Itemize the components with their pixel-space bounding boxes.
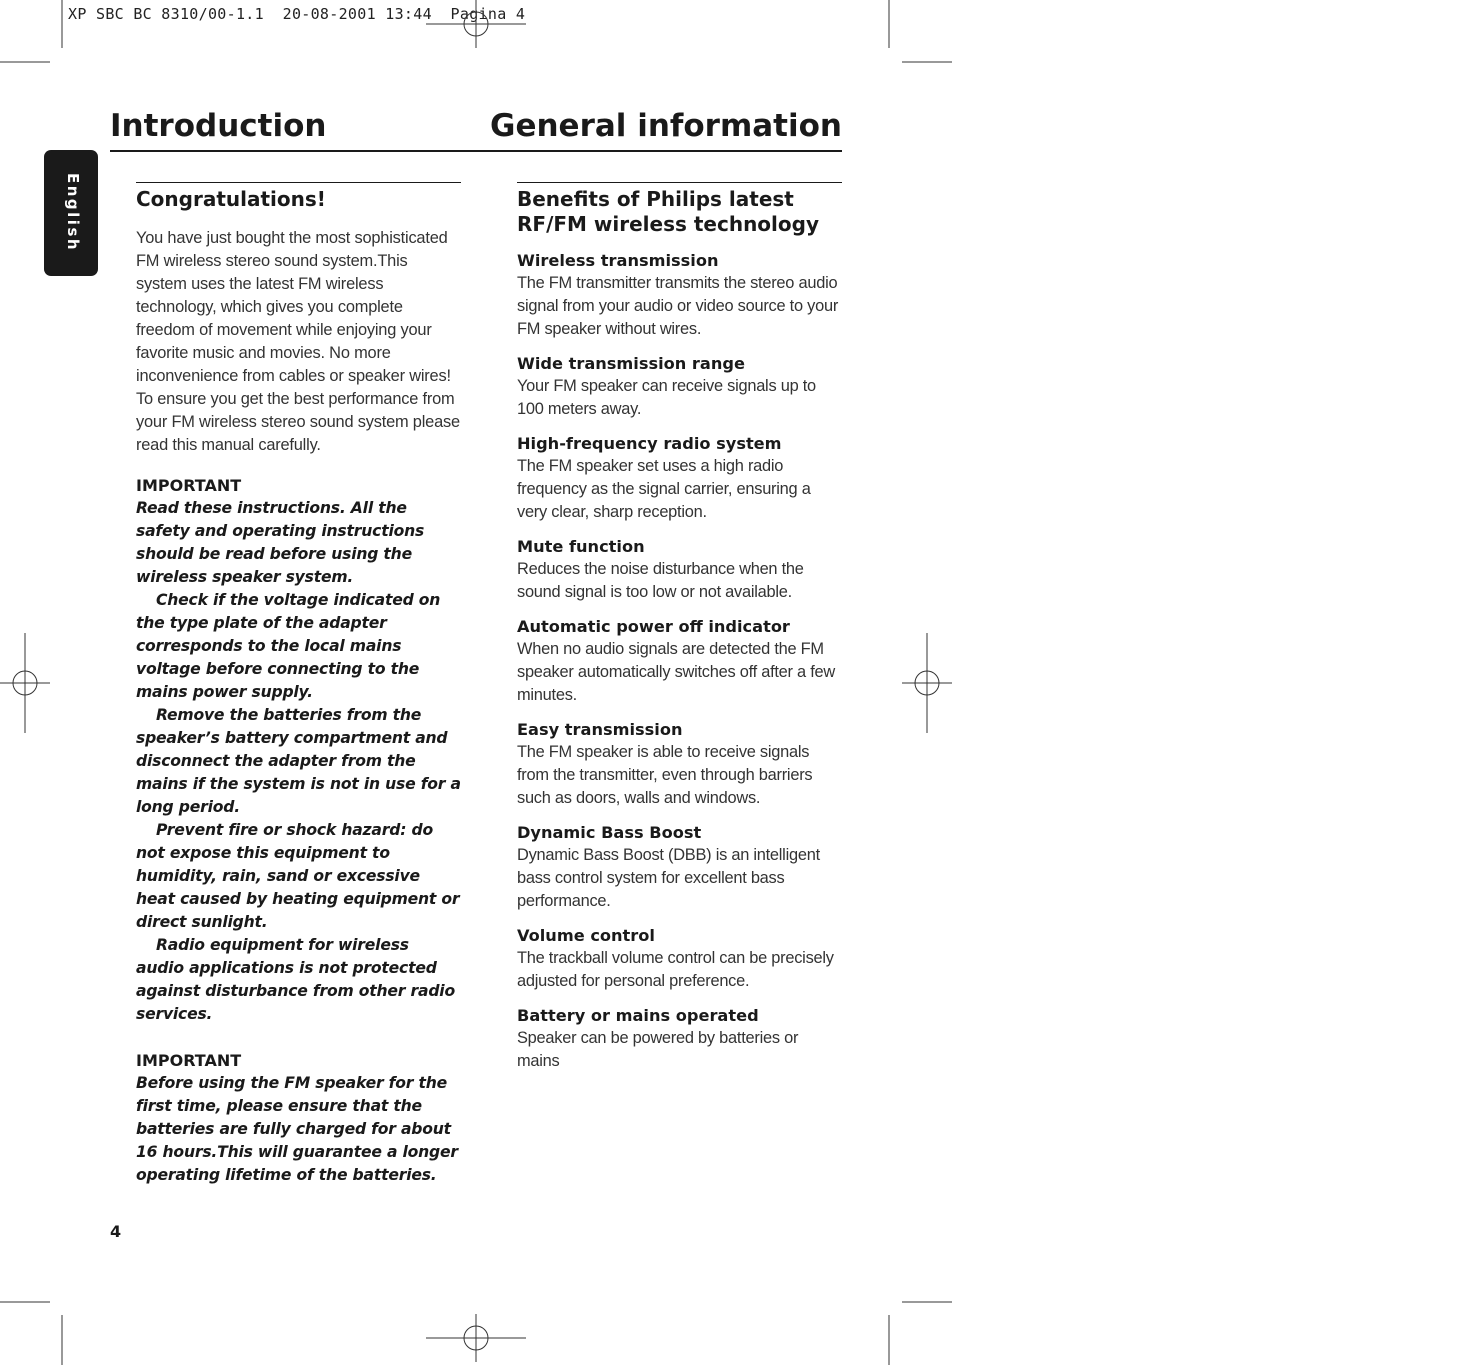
important-paragraph: Prevent fire or shock hazard: do not expose this equipment to humidity, rain, sand or excessive heat caused by heating equipment or direct sunlight. [136,821,460,931]
feature-text: Dynamic Bass Boost (DBB) is an intelligent bass control system for excellent bass performance. [517,846,820,910]
registration-mark-top [426,0,526,48]
feature-text: The FM transmitter transmits the stereo audio signal from your audio or video source to your FM speaker without wires. [517,274,839,338]
benefits-heading [517,187,842,237]
feature-list [517,249,842,1073]
page-number: 4 [110,1222,122,1241]
benefits-heading-line1: Benefits of Philips latest [517,187,794,211]
feature-item [517,615,842,707]
feature-title: Mute function [517,537,645,556]
feature-title: Wide transmission range [517,354,745,373]
feature-title: Battery or mains operated [517,1006,759,1025]
right-column [517,182,842,1084]
header-title-left: Introduction [110,108,327,144]
feature-text: Your FM speaker can receive signals up to 100 meters away. [517,377,816,418]
feature-title: Wireless transmission [517,251,719,270]
benefits-heading-line2: RF/FM wireless technology [517,212,819,236]
important-battery-paragraph: Before using the FM speaker for the first time, please ensure that the batteries are fully charged for about 16 hours.This will guarantee a longer operating lifetime of the batteries. [136,1074,458,1184]
feature-text: When no audio signals are detected the FM speaker automatically switches off after a few minutes. [517,640,835,704]
registration-mark-right [902,633,952,733]
feature-text: The FM speaker is able to receive signals from the transmitter, even through barriers such as doors, walls and windows. [517,743,813,807]
important-paragraph: Read these instructions. All the safety and operating instructions should be read before using the wireless speaker system. [136,499,425,586]
left-column [136,182,461,1187]
feature-title: Volume control [517,926,655,945]
header-title-right: General information [490,108,842,144]
important-title: IMPORTANT [136,476,242,495]
congratulations-heading: Congratulations! [136,187,326,211]
important-paragraph: Check if the voltage indicated on the type plate of the adapter corresponds to the local mains voltage before connecting to the mains power supply. [136,591,441,701]
important-paragraph: Remove the batteries from the speaker’s battery compartment and disconnect the adapter from the mains if the system is not in use for a long period. [136,706,461,816]
language-tab [44,150,98,276]
feature-item [517,432,842,524]
language-tab-label: English [64,173,82,253]
feature-item [517,352,842,421]
feature-item [517,535,842,604]
important-battery-note [136,1072,461,1187]
feature-text: Speaker can be powered by batteries or mains [517,1029,799,1070]
feature-text: Reduces the noise disturbance when the sound signal is too low or not available. [517,560,804,601]
feature-item [517,924,842,993]
feature-text: The FM speaker set uses a high radio frequency as the signal carrier, ensuring a very clear, sharp reception. [517,457,811,521]
feature-title: High-frequency radio system [517,434,782,453]
important-title-2: IMPORTANT [136,1051,242,1070]
registration-mark-left [0,633,50,733]
header-rule [110,150,842,152]
feature-title: Automatic power off indicator [517,617,790,636]
feature-item [517,1004,842,1073]
feature-item [517,718,842,810]
feature-item [517,249,842,341]
intro-paragraph: You have just bought the most sophisticated FM wireless stereo sound system.This system uses the latest FM wireless technology, which gives you complete freedom of movement while enjoying your favorite music and movies. No more inconvenience from cables or speaker wires! To ensure you get the best performance from your FM wireless stereo sound system please read this manual carefully. [136,229,460,454]
important-instructions [136,497,461,1026]
feature-item [517,821,842,913]
registration-mark-bottom [426,1314,526,1362]
print-slug: XP SBC BC 8310/00-1.1 20-08-2001 13:44 Pagina 4 [68,5,526,23]
feature-title: Dynamic Bass Boost [517,823,702,842]
important-paragraph: Radio equipment for wireless audio applications is not protected against disturbance from other radio services. [136,936,455,1023]
feature-title: Easy transmission [517,720,683,739]
feature-text: The trackball volume control can be precisely adjusted for personal preference. [517,949,834,990]
